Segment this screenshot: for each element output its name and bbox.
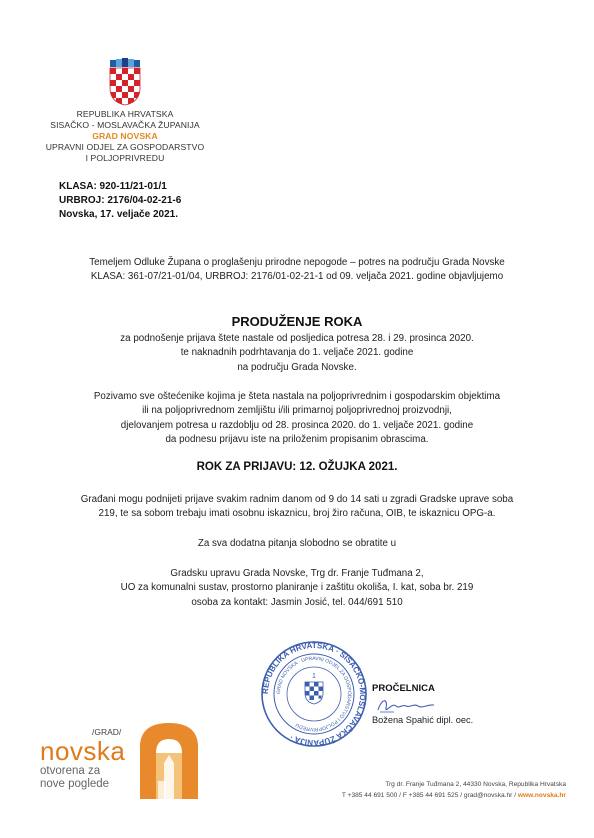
- logo-tagline-line: nove poglede: [40, 778, 110, 790]
- stamp-inner-text: GRAD NOVSKA · UPRAVNI ODJEL ZA GOSPODARSTVO I POLJOPRIVREDU: [275, 655, 353, 733]
- contact-line: osoba za kontakt: Jasmin Josić, tel. 044/691 510: [191, 596, 403, 608]
- urbroj-text: URBROJ: 2176/04-02-21-6: [59, 195, 182, 206]
- contact-line: Gradsku upravu Grada Novske, Trg dr. Franje Tuđmana 2,: [170, 568, 424, 579]
- footer-separator: /: [514, 792, 518, 799]
- header-department: UPRAVNI ODJEL ZA GOSPODARSTVO: [45, 142, 205, 152]
- logo-grad-label: /GRAD/: [92, 727, 122, 737]
- document-title: PRODUŽENJE ROKA: [231, 314, 363, 329]
- invite-line: ili na poljoprivrednom zemljištu i/ili primarnoj poljoprivrednoj proizvodnji,: [142, 405, 452, 417]
- logo-wordmark: novska: [40, 736, 126, 766]
- logo-tagline-line: otvorena za: [40, 765, 101, 777]
- invite-line: djelovanjem potresa u razdoblju od 28. prosinca 2020. do 1. veljače 2021. godine: [120, 419, 474, 431]
- contact-paragraph: [0, 567, 594, 610]
- subtitle-line: na području Grada Novske.: [237, 361, 357, 373]
- stamp-number: 1: [312, 673, 316, 680]
- subtitle-line: te naknadnih podrhtavanja do 1. veljače 2021. godine: [180, 347, 414, 359]
- signatory-title: PROČELNICA: [372, 683, 435, 694]
- invite-line: Pozivamo sve oštećenike kojima je šteta nastala na poljoprivrednim i gospodarskim objektima: [93, 391, 501, 402]
- footer-separator: /: [399, 792, 403, 799]
- intro-line: Temeljem Odluke Župana o proglašenju prirodne nepogode – potres na području Grada Novske: [89, 257, 505, 268]
- questions-text: Za sva dodatna pitanja slobodno se obratite u: [197, 538, 397, 549]
- novska-logo-arch-icon: [140, 723, 198, 799]
- intro-paragraph: [0, 256, 594, 285]
- footer-website-link[interactable]: www.novska.hr: [517, 792, 566, 799]
- institution-header: [30, 109, 220, 164]
- contact-line: UO za komunalni sustav, prostorno planiranje i zaštitu okoliša, I. kat, soba br. 219: [120, 582, 474, 594]
- footer-fax: F +385 44 691 525: [402, 792, 459, 799]
- logo-tagline: [40, 765, 109, 791]
- subtitle-line: za podnošenje prijava štete nastale od posljedica potresa 28. i 29. prosinca 2020.: [120, 333, 474, 344]
- citizens-line: 219, te sa sobom trebaju imati osobnu iskaznicu, broj žiro računa, OIB, te iskaznicu OPG-a.: [98, 508, 496, 520]
- footer-separator: /: [460, 792, 464, 799]
- official-stamp: [260, 640, 368, 748]
- footer-email-link[interactable]: grad@novska.hr: [463, 792, 513, 799]
- stamp-shield-icon: [305, 682, 323, 704]
- intro-line: KLASA: 361-07/21-01/04, URBROJ: 2176/01-02-21-1 od 09. veljača 2021. godine objavljujemo: [90, 271, 504, 283]
- stamp-outer-text: REPUBLIKA HRVATSKA · SISAČKO-MOSLAVAČKA ŽUPANIJA ·: [260, 640, 368, 748]
- signatory-name: Božena Spahić dipl. oec.: [372, 715, 474, 725]
- footer-phone: T +385 44 691 500: [341, 792, 398, 799]
- citizens-paragraph: [0, 493, 594, 522]
- document-meta: [59, 180, 181, 222]
- invite-line: da podnesu prijavu iste na priloženim propisanim obrascima.: [165, 433, 429, 445]
- header-city: GRAD NOVSKA: [92, 131, 158, 141]
- subtitle-paragraph: [0, 332, 594, 375]
- citizens-line: Građani mogu podnijeti prijave svakim radnim danom od 9 do 14 sati u zgradi Gradske uprave soba: [80, 494, 514, 505]
- invite-paragraph: [0, 390, 594, 447]
- footer-address: Trg dr. Franje Tuđmana 2, 44330 Novska, Republika Hrvatska: [385, 781, 566, 788]
- croatia-coat-of-arms-icon: [108, 58, 142, 106]
- document-date: Novska, 17. veljače 2021.: [59, 209, 178, 220]
- header-republic: REPUBLIKA HRVATSKA: [76, 109, 174, 119]
- header-department-cont: I POLJOPRIVREDU: [85, 153, 165, 163]
- footer-contacts: [220, 790, 566, 801]
- klasa-text: KLASA: 920-11/21-01/1: [59, 181, 167, 192]
- deadline-heading: ROK ZA PRIJAVU: 12. OŽUJKA 2021.: [196, 461, 398, 473]
- header-county: SISAČKO - MOSLAVAČKA ŽUPANIJA: [50, 120, 200, 130]
